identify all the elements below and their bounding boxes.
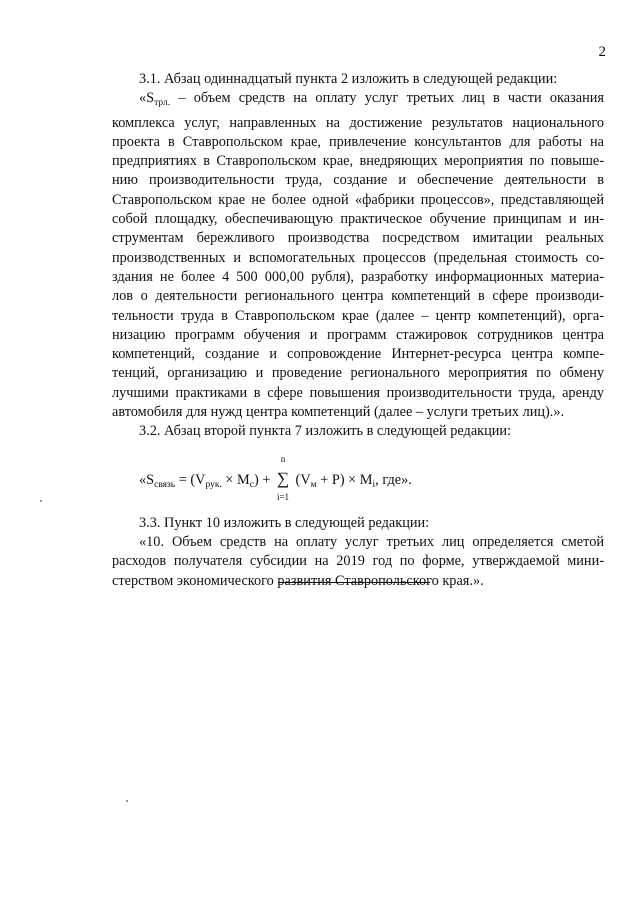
paragraph-line: «10. Объем средств на оплату услуг третьих лиц определяется сметой bbox=[139, 533, 604, 550]
paragraph-line: лов о деятельности регионального центра компетенций в сфере производи- bbox=[112, 288, 604, 305]
paragraph-line: нию производительности труда, создание и обеспечение деятельности в bbox=[112, 172, 604, 189]
paragraph-line: Ставропольском крае не более одной «фабрики процессов», представляющей bbox=[112, 191, 604, 208]
paragraph-3-1-heading: 3.1. Абзац одиннадцатый пункта 2 изложить в следующей редакции: bbox=[139, 71, 558, 87]
paragraph-line: «$S_{трл.}$ – объем средств на оплату услуг третьих лиц в части оказания bbox=[139, 90, 604, 109]
paragraph-line: низацию программ обучения и программ стажировок сотрудников центра bbox=[112, 326, 604, 343]
paragraph-line: предприятиях в Ставропольском крае, внедряющих мероприятия по повыше- bbox=[112, 153, 604, 170]
document-body bbox=[112, 70, 604, 591]
paragraph-line: тельности труда в Ставропольском крае (далее – центр компетенций), орга- bbox=[112, 307, 604, 324]
scan-speck bbox=[126, 800, 128, 802]
paragraph-line: автомобиля для нужд центра компетенций (далее – услуги третьих лиц).». bbox=[112, 404, 565, 421]
paragraph-3-3-heading: 3.3. Пункт 10 изложить в следующей редакции: bbox=[139, 514, 430, 531]
closing-rule bbox=[278, 582, 430, 583]
paragraph-line: проекта в Ставропольском крае, привлечение консультантов для работы на bbox=[112, 133, 604, 150]
paragraph-line: стерством экономического развития Ставропольского края.». bbox=[112, 572, 484, 589]
scan-speck bbox=[40, 500, 42, 502]
page-number: 2 bbox=[598, 44, 606, 60]
paragraph-3-2-heading: 3.2. Абзац второй пункта 7 изложить в следующей редакции: bbox=[139, 423, 512, 440]
summation-symbol: n ∑ i=1 bbox=[276, 453, 290, 502]
formula-expression: «$S_{связь} = (V_{рук.} \times M_c)$ + n ∑ i=1 $(V_м + P) \times M_i$, где». bbox=[139, 453, 412, 502]
paragraph-line: тенций, организацию и проведение регионального мероприятия по обмену bbox=[112, 365, 604, 382]
paragraph-line: струментам бережливого производства посредством имитации реальных bbox=[112, 230, 604, 247]
paragraph-line: компетенций, создание и сопровождение Интернет-ресурса центра компе- bbox=[112, 346, 604, 363]
paragraph-line: собой площадку, обеспечивающую практическое обучение принципам и ин- bbox=[112, 211, 604, 228]
formula bbox=[112, 448, 604, 508]
paragraph-line: комплекса услуг, направленных на достижение результатов национального bbox=[112, 114, 604, 131]
paragraph-line: производственных и вспомогательных процессов (предельная стоимость со- bbox=[112, 249, 604, 266]
paragraph-line: здания не более 4 500 000,00 рубля), разработку информационных материа- bbox=[112, 268, 604, 285]
paragraph-line: расходов получателя субсидии на 2019 год по форме, утверждаемой мини- bbox=[112, 553, 604, 570]
paragraph-line: лучшими практиками в сфере повышения производительности труда, аренду bbox=[112, 384, 604, 401]
